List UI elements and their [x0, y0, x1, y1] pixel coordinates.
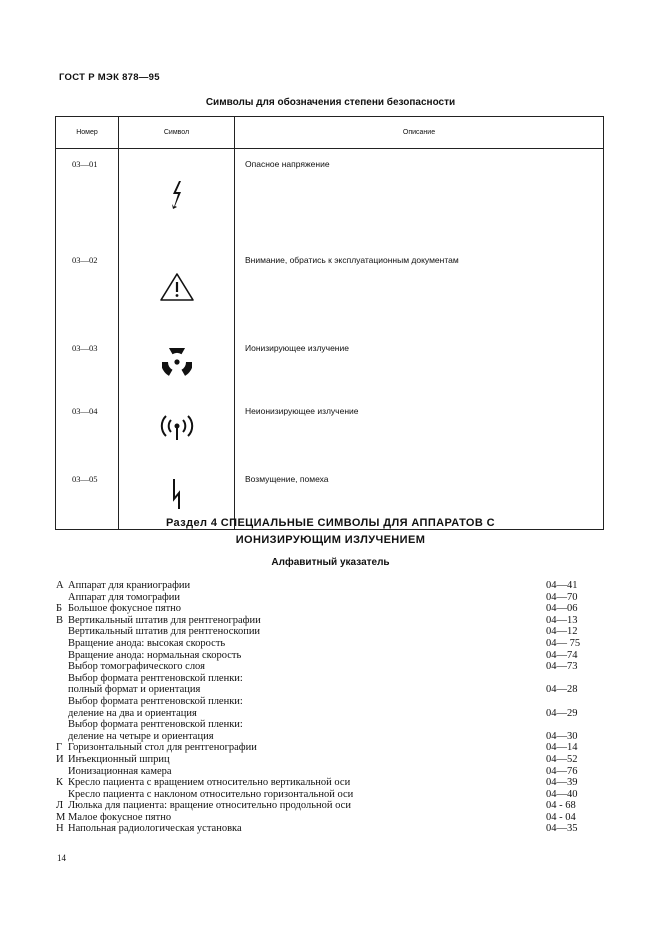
table-row	[56, 396, 604, 464]
index-entry-code: 04—06	[546, 603, 578, 615]
alphabetical-index	[56, 580, 586, 835]
column-header-symbol: Символ	[119, 117, 235, 149]
index-entry	[56, 592, 586, 604]
index-entry-letter: И	[56, 753, 64, 765]
index-entry	[56, 789, 586, 801]
row-number: 03—01	[56, 149, 119, 246]
index-entry-letter: Н	[56, 823, 64, 835]
index-entry	[56, 800, 586, 812]
index-entry-code: 04— 75	[546, 637, 581, 649]
table-row	[56, 149, 604, 246]
index-entry-code: 04 - 04	[546, 811, 576, 823]
section-title-line1: Раздел 4 СПЕЦИАЛЬНЫЕ СИМВОЛЫ ДЛЯ АППАРАТОВ С	[165, 517, 496, 529]
section-title	[0, 515, 661, 549]
index-entry-letter: Б	[56, 603, 63, 615]
index-entry-code: 04 - 68	[546, 800, 576, 812]
index-entry	[56, 580, 586, 592]
index-entry-code: 04—41	[546, 580, 578, 591]
row-description: Внимание, обратись к эксплуатационным документам	[235, 245, 604, 333]
high-voltage-icon	[170, 180, 184, 210]
index-entry-label: Кресло пациента с вращением относительно вертикальной оси	[68, 777, 351, 789]
column-header-number: Номер	[56, 117, 119, 149]
index-entry-code: 04—39	[546, 777, 578, 789]
index-entry-code: 04—13	[546, 614, 578, 626]
interference-icon	[170, 477, 184, 511]
row-number: 03—04	[56, 396, 119, 464]
symbol-cell	[119, 333, 235, 396]
index-entry	[56, 661, 586, 673]
index-entry	[56, 626, 586, 638]
index-entry-letter: М	[56, 811, 66, 823]
index-entry-label: Выбор формата рентгеновской пленки:	[68, 672, 243, 684]
index-entry-label: Выбор формата рентгеновской пленки:	[68, 719, 243, 731]
row-description: Неионизирующее излучение	[235, 396, 604, 464]
symbol-cell	[119, 396, 235, 464]
radiation-icon	[162, 348, 192, 376]
index-entry	[56, 777, 586, 789]
index-entry-label: Выбор томографического слоя	[68, 661, 205, 673]
index-entry-letter: В	[56, 614, 64, 626]
index-entry-label: Выбор формата рентгеновской пленки:	[68, 695, 243, 707]
index-entry-label: Горизонтальный стол для рентгенографии	[68, 742, 257, 754]
column-header-description: Описание	[235, 117, 604, 149]
index-entry-label: Люлька для пациента: вращение относительно продольной оси	[68, 800, 351, 812]
row-description: Возмущение, помеха	[235, 464, 604, 530]
index-entry-code: 04—73	[546, 661, 578, 673]
index-entry-label: Кресло пациента с наклоном относительно горизонтальной оси	[68, 788, 354, 800]
index-entry-label: Малое фокусное пятно	[68, 811, 172, 823]
index-entry	[56, 731, 586, 743]
index-entry-label: Напольная радиологическая установка	[68, 823, 242, 835]
section-title-line2: ИОНИЗИРУЮЩИМ ИЗЛУЧЕНИЕМ	[235, 534, 426, 546]
index-entry-code: 04—30	[546, 730, 578, 742]
index-entry-letter: А	[56, 580, 64, 591]
index-entry-letter: Л	[56, 800, 64, 812]
index-entry-letter: Г	[56, 742, 63, 754]
row-description: Ионизирующее излучение	[235, 333, 604, 396]
index-entry	[56, 719, 586, 731]
index-entry-code: 04—70	[546, 591, 578, 603]
index-entry	[56, 650, 586, 662]
index-entry-label: Инъекционный шприц	[68, 753, 170, 765]
table-row	[56, 245, 604, 333]
index-entry	[56, 638, 586, 650]
index-entry-label: Вертикальный штатив для рентгенографии	[68, 614, 261, 626]
document-header: ГОСТ Р МЭК 878—95	[59, 72, 160, 83]
index-entry-code: 04—12	[546, 626, 578, 638]
index-entry-code: 04—29	[546, 707, 578, 719]
index-entry-label: Вращение анода: нормальная скорость	[68, 649, 242, 661]
index-entry-code: 04—35	[546, 823, 578, 835]
index-entry-label: Аппарат для краниографии	[68, 580, 191, 591]
index-entry	[56, 742, 586, 754]
index-entry-label: Аппарат для томографии	[68, 591, 181, 603]
index-entry-code: 04—40	[546, 788, 578, 800]
index-entry-code: 04—74	[546, 649, 578, 661]
table-caption: Символы для обозначения степени безопасности	[205, 97, 456, 108]
index-entry	[56, 673, 586, 685]
table-row	[56, 333, 604, 396]
non-ionizing-radiation-icon	[160, 413, 194, 443]
index-entry-label: деление на четыре и ориентация	[68, 730, 214, 742]
row-number: 03—02	[56, 245, 119, 333]
index-entry	[56, 615, 586, 627]
index-entry-label: Вертикальный штатив для рентгеноскопии	[68, 626, 261, 638]
safety-symbols-table	[55, 116, 604, 530]
table-header-row	[56, 117, 604, 149]
index-entry-label: деление на два и ориентация	[68, 707, 197, 719]
index-entry-letter: К	[56, 777, 64, 789]
index-entry	[56, 708, 586, 720]
index-entry	[56, 603, 586, 615]
index-entry-code: 04—28	[546, 684, 578, 696]
row-number: 03—05	[56, 464, 119, 530]
page-number: 14	[57, 853, 66, 863]
index-entry	[56, 823, 586, 835]
index-entry-label: Ионизационная камера	[68, 765, 172, 777]
index-entry	[56, 696, 586, 708]
index-entry	[56, 766, 586, 778]
warning-triangle-icon	[159, 272, 195, 302]
index-entry-label: Вращение анода: высокая скорость	[68, 637, 226, 649]
index-entry-code: 04—76	[546, 765, 578, 777]
index-entry-label: Большое фокусное пятно	[68, 603, 182, 615]
index-title: Алфавитный указатель	[271, 557, 390, 568]
index-entry	[56, 812, 586, 824]
index-entry	[56, 684, 586, 696]
index-entry	[56, 754, 586, 766]
index-entry-label: полный формат и ориентация	[68, 684, 201, 696]
index-entry-code: 04—14	[546, 742, 578, 754]
symbol-cell	[119, 149, 235, 246]
row-description: Опасное напряжение	[235, 149, 604, 246]
symbol-cell	[119, 245, 235, 333]
row-number: 03—03	[56, 333, 119, 396]
index-entry-code: 04—52	[546, 753, 578, 765]
